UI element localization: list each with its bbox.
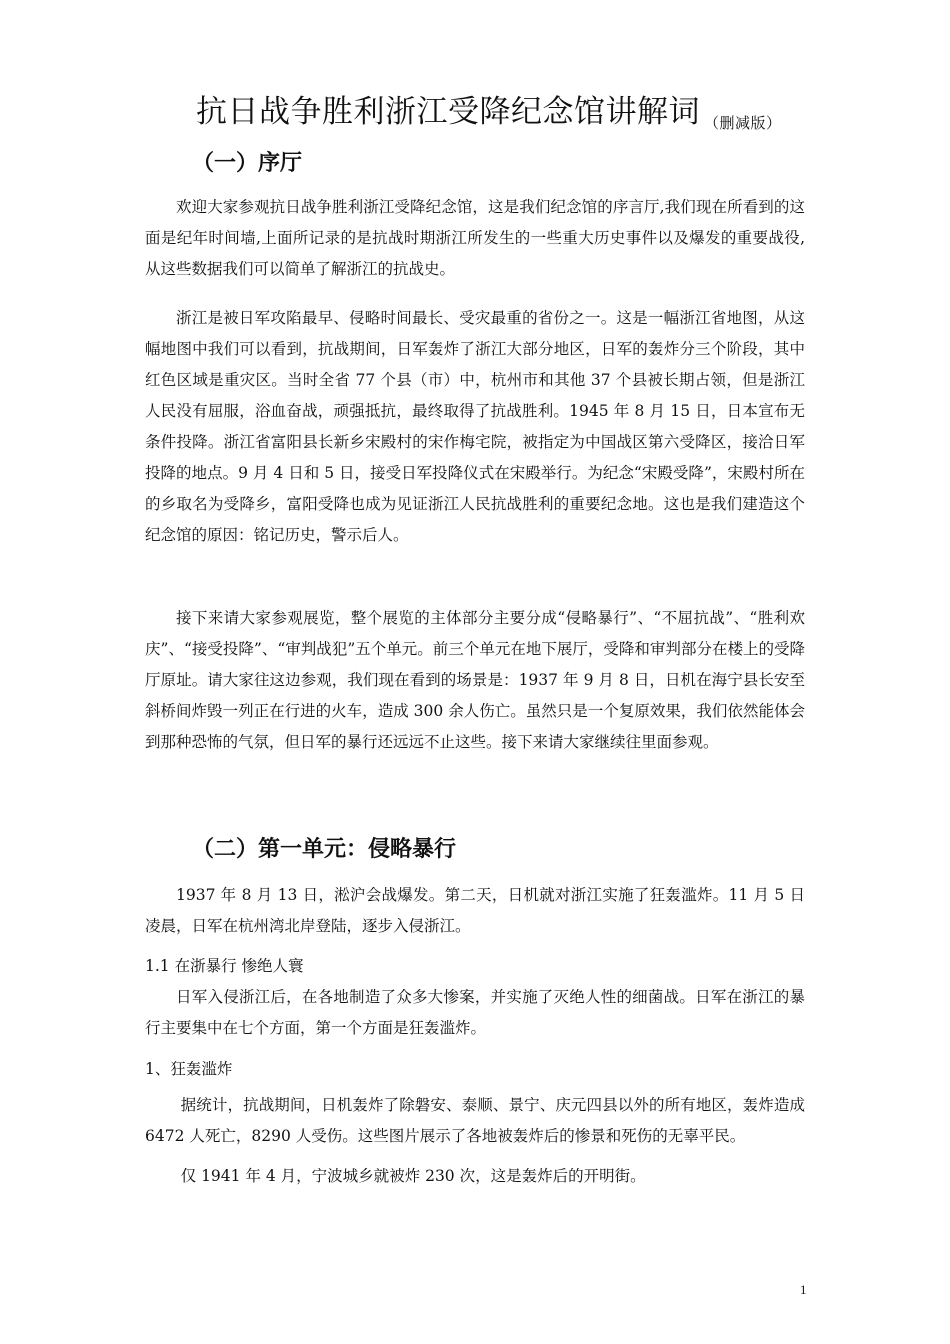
document-title [196, 86, 782, 131]
paragraph-bombing-statistics: 据统计，抗战期间，日机轰炸了除磐安、泰顺、景宁、庆元四县以外的所有地区，轰炸造成 6472 人死亡，8290 人受伤。这些图片展示了各地被轰炸后的惨景和死伤的无辜平民。 [145, 1096, 805, 1145]
title-text: 抗日战争胜利浙江受降纪念馆讲解词 [196, 94, 700, 130]
paragraph-atrocities-overview: 日军入侵浙江后，在各地制造了众多大惨案，并实施了灭绝人性的细菌战。日军在浙江的暴行主要集中在七个方面，第一个方面是狂轰滥炸。 [145, 988, 805, 1037]
paragraph-zhejiang-map: 浙江是被日军攻陷最早、侵略时间最长、受灾最重的省份之一。这是一幅浙江省地图，从这幅地图中我们可以看到，抗战期间，日军轰炸了浙江大部分地区，日军的轰炸分三个阶段，其中红色区域是重灾区。当时全省 77 个县（市）中，杭州市和其他 37 个县被长期占领，但是浙江人民没有屈服，浴血奋战，顽强抵抗，最终取得了抗战胜利。1945 年 8 月 15 日，日本宣布无条件投降。浙江省富阳县长新乡宋殿村的宋作梅宅院，被指定为中国战区第六受降区，接洽日军投降的地点。9 月 4 日和 5 日，接受日军投降仪式在宋殿举行。为纪念“宋殿受降”，宋殿村所在的乡取名为受降乡，富阳受降也成为见证浙江人民抗战胜利的重要纪念地。这也是我们建造这个纪念馆的原因：铭记历史，警示后人。 [145, 309, 805, 544]
paragraph-exhibition-overview: 接下来请大家参观展览，整个展览的主体部分主要分成“侵略暴行”、“不屈抗战”、“胜利欢庆”、“接受投降”、“审判战犯”五个单元。前三个单元在地下展厅，受降和审判部分在楼上的受降厅原址。请大家往这边参观，我们现在看到的场景是：1937 年 9 月 8 日，日机在海宁县长安至斜桥间炸毁一列正在行进的火车，造成 300 余人伤亡。虽然只是一个复原效果，我们依然能体会到那种恐怖的气氛，但日军的暴行还远远不止这些。接下来请大家继续往里面参观。 [145, 609, 805, 751]
subsection-heading-1-1: 1.1 在浙暴行 惨绝人寰 [145, 957, 304, 975]
paragraph-welcome: 欢迎大家参观抗日战争胜利浙江受降纪念馆，这是我们纪念馆的序言厅,我们现在所看到的这面是纪年时间墙,上面所记录的是抗战时期浙江所发生的一些重大历史事件以及爆发的重要战役,从这些数据我们可以简单了解浙江的抗战史。 [145, 198, 805, 278]
paragraph-ningbo-bombing: 仅 1941 年 4 月，宁波城乡就被炸 230 次，这是轰炸后的开明街。 [180, 1167, 646, 1185]
section-heading-unit-one: （二）第一单元：侵略暴行 [192, 837, 457, 862]
list-item-bombing: 1、狂轰滥炸 [145, 1060, 233, 1078]
paragraph-songhu-battle: 1937 年 8 月 13 日，淞沪会战爆发。第二天，日机就对浙江实施了狂轰滥炸。11 月 5 日凌晨，日军在杭州湾北岸登陆，逐步入侵浙江。 [145, 886, 805, 935]
section-heading-preface-hall: （一）序厅 [192, 151, 303, 176]
title-note: （删减版） [704, 114, 782, 132]
page-number: 1 [800, 1282, 807, 1297]
